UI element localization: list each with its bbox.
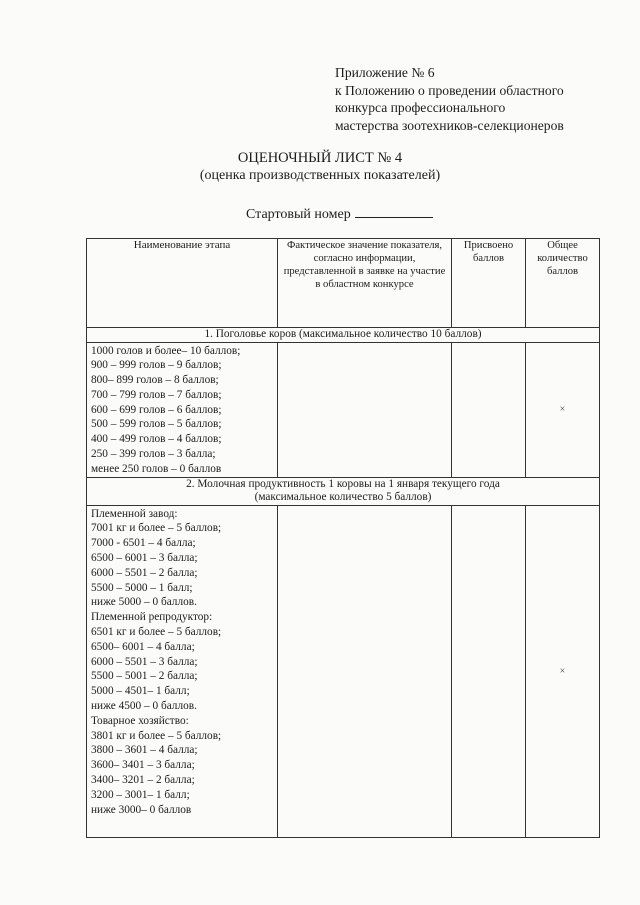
criteria-line: ниже 5000 – 0 баллов. <box>91 596 197 609</box>
criteria-line: 5500 – 5001 – 2 балла; <box>91 670 198 683</box>
sheet-title: ОЦЕНОЧНЫЙ ЛИСТ № 4 <box>237 150 403 166</box>
criteria-line: Племенной завод: <box>91 507 178 520</box>
appendix-line-2: конкурса профессионального <box>335 100 506 115</box>
criteria-line: менее 250 голов – 0 баллов <box>91 462 222 475</box>
criteria-line: 7000 - 6501 – 4 балла; <box>91 537 196 550</box>
header-stage-name: Наименование этапа <box>87 239 278 328</box>
appendix-line-3: мастерства зоотехников-селекционеров <box>335 117 564 133</box>
appendix-number: Приложение № 6 <box>335 65 435 80</box>
appendix-block <box>335 64 625 134</box>
criteria-line: 500 – 599 голов – 5 баллов; <box>91 418 222 431</box>
criteria-line: 6000 – 5501 – 2 балла; <box>91 566 198 579</box>
criteria-line: 6500– 6001 – 4 балла; <box>91 640 195 653</box>
criteria-line: 800– 899 голов – 8 баллов; <box>91 374 219 387</box>
sheet-subtitle: (оценка производственных показателей) <box>199 168 441 183</box>
table-header-row <box>87 239 600 328</box>
criteria-line: Товарное хозяйство: <box>91 714 189 727</box>
section-1-actual-value-cell <box>278 342 452 477</box>
start-number-label: Стартовый номер <box>246 207 351 222</box>
criteria-line: 250 – 399 голов – 3 балла; <box>91 448 216 461</box>
criteria-line: 700 – 799 голов – 7 баллов; <box>91 388 222 401</box>
start-number-blank-line <box>355 205 433 218</box>
criteria-line: 3801 кг и более – 5 баллов; <box>91 729 222 742</box>
criteria-line: 600 – 699 голов – 6 баллов; <box>91 403 222 416</box>
criteria-line: 900 – 999 голов – 9 баллов; <box>91 359 222 372</box>
section-2-actual-value-cell <box>278 505 452 838</box>
section-2-title <box>87 477 600 505</box>
section-2-assigned-points-cell <box>452 505 526 838</box>
section-1-criteria <box>87 342 278 477</box>
section-1-total-mark: × <box>526 342 600 477</box>
criteria-line: 3200 – 3001– 1 балл; <box>91 788 190 801</box>
criteria-line: 400 – 499 голов – 4 баллов; <box>91 433 222 446</box>
table-row <box>87 505 600 838</box>
section-1-assigned-points-cell <box>452 342 526 477</box>
section-header-row <box>87 477 600 505</box>
section-2-title-line-1: 2. Молочная продуктивность 1 коровы на 1 января текущего года <box>186 477 500 490</box>
criteria-line: ниже 3000– 0 баллов <box>91 803 192 816</box>
header-actual-value: Фактическое значение показателя, согласно информации, представленной в заявке на участие в областном конкурсе <box>278 239 452 328</box>
criteria-line: 3400– 3201 – 2 балла; <box>91 774 195 787</box>
criteria-line: 6000 – 5501 – 3 балла; <box>91 655 198 668</box>
criteria-line: 6500 – 6001 – 3 балла; <box>91 552 198 565</box>
criteria-line: 3600– 3401 – 3 балла; <box>91 759 195 772</box>
section-2-criteria <box>87 505 278 838</box>
section-2-total-mark: × <box>526 505 600 838</box>
criteria-line: 5000 – 4501– 1 балл; <box>91 685 190 698</box>
criteria-line: 1000 голов и более– 10 баллов; <box>91 344 241 357</box>
criteria-line: ниже 4500 – 0 баллов. <box>91 700 197 713</box>
criteria-line: 3800 – 3601 – 4 балла; <box>91 744 198 757</box>
header-total-points: Общее количество баллов <box>526 239 600 328</box>
criteria-line: 5500 – 5000 – 1 балл; <box>91 581 193 594</box>
start-number-field <box>246 205 433 223</box>
criteria-line: 7001 кг и более – 5 баллов; <box>91 522 222 535</box>
criteria-line: 6501 кг и более – 5 баллов; <box>91 626 222 639</box>
table-row <box>87 342 600 477</box>
section-1-title: 1. Поголовье коров (максимальное количество 10 баллов) <box>87 328 600 343</box>
header-assigned-points: Присвоено баллов <box>452 239 526 328</box>
section-2-title-line-2: (максимальное количество 5 баллов) <box>254 491 432 504</box>
appendix-line-1: к Положению о проведении областного <box>335 82 564 98</box>
score-table <box>86 238 600 838</box>
section-header-row <box>87 328 600 343</box>
criteria-line: Племенной репродуктор: <box>91 611 213 624</box>
